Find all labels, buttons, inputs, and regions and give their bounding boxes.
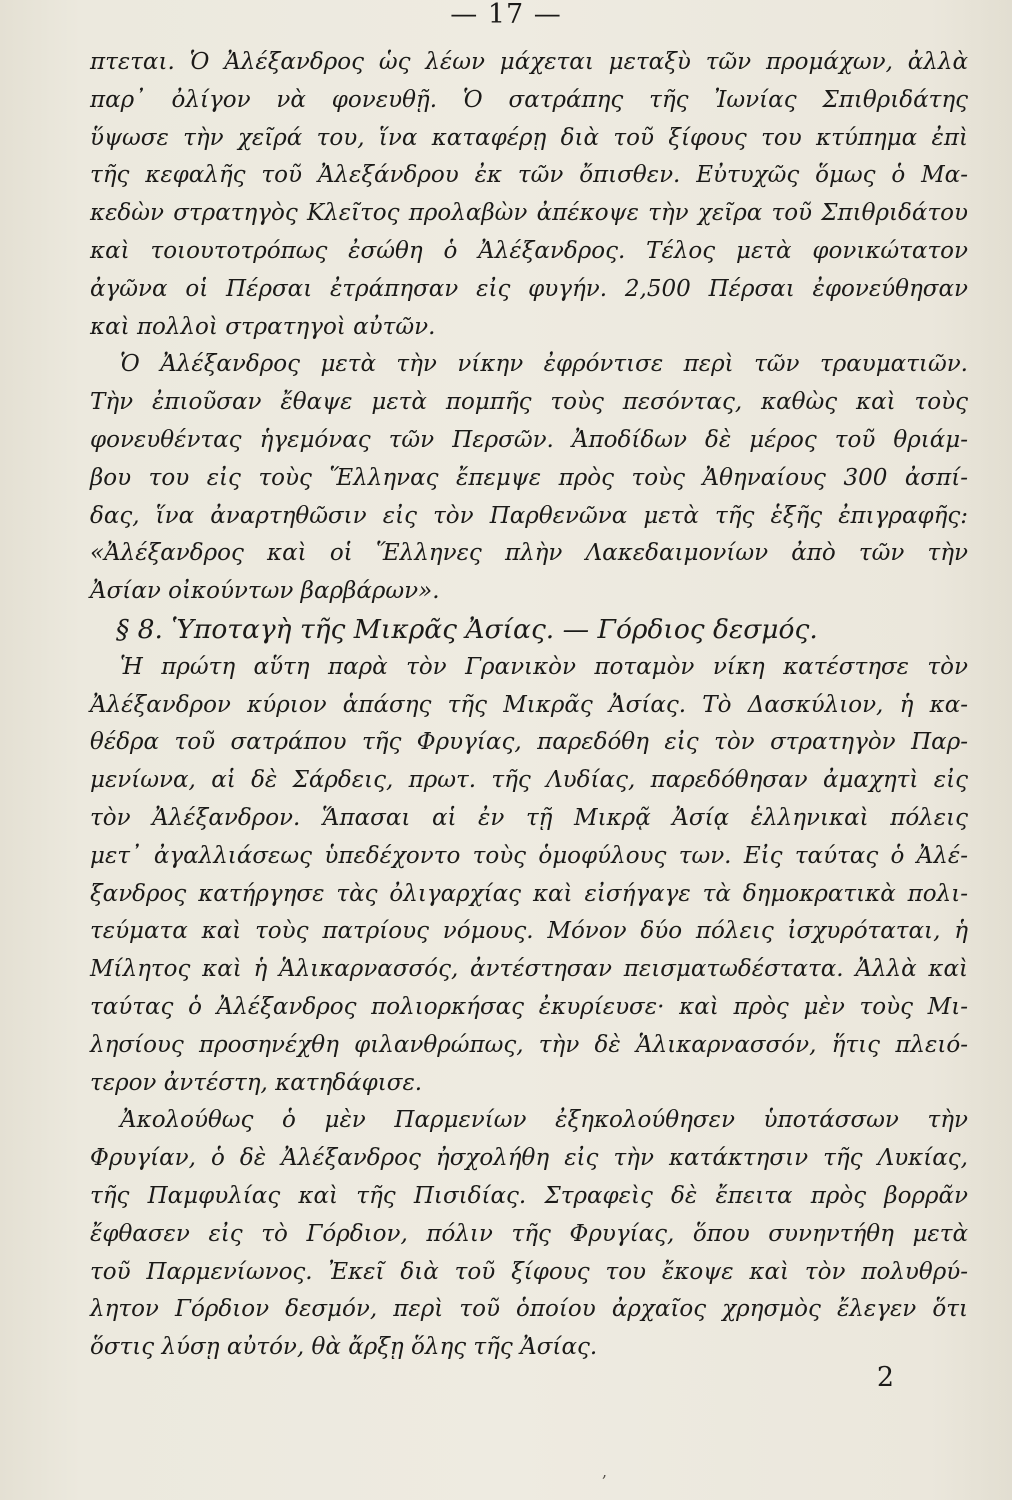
text-line: «Ἀλέξανδρος καὶ οἱ Ἕλληνες πλὴν Λακεδαιμονίων ἀπὸ τῶν τὴν: [90, 540, 968, 567]
body-text: [90, 44, 968, 1367]
text-line: ξανδρος κατήργησε τὰς ὀλιγαρχίας καὶ εἰσήγαγε τὰ δημοκρατικὰ πολι-: [90, 880, 968, 907]
text-line: ἀγῶνα οἱ Πέρσαι ἐτράπησαν εἰς φυγήν. 2,500 Πέρσαι ἐφονεύθησαν: [90, 275, 968, 302]
text-line: Ἀσίαν οἰκούντων βαρβάρων».: [90, 578, 440, 605]
text-line: Ὁ Ἀλέξανδρος μετὰ τὴν νίκην ἐφρόντισε περὶ τῶν τραυματιῶν.: [120, 351, 968, 378]
page-header-number: — 17 —: [450, 0, 562, 30]
text-line: φονευθέντας ἡγεμόνας τῶν Περσῶν. Ἀποδίδων δὲ μέρος τοῦ θριάμ-: [90, 426, 968, 453]
text-line: τεύματα καὶ τοὺς πατρίους νόμους. Μόνον δύο πόλεις ἰσχυρόταται, ἡ: [90, 918, 968, 945]
text-line: λητον Γόρδιον δεσμόν, περὶ τοῦ ὁποίου ἀρχαῖος χρησμὸς ἔλεγεν ὅτι: [90, 1296, 968, 1323]
text-line: Ἀλέξανδρον κύριον ἁπάσης τῆς Μικρᾶς Ἀσίας. Τὸ Δασκύλιον, ἡ κα-: [90, 691, 968, 718]
text-line: τερον ἀντέστη, κατηδάφισε.: [90, 1069, 423, 1096]
text-line: τῆς κεφαλῆς τοῦ Ἀλεξάνδρου ἐκ τῶν ὄπισθεν. Εὐτυχῶς ὅμως ὁ Μα-: [90, 162, 968, 189]
text-line: μενίωνα, αἱ δὲ Σάρδεις, πρωτ. τῆς Λυδίας, παρεδόθησαν ἀμαχητὶ εἰς: [90, 767, 968, 794]
text-line: καὶ πολλοὶ στρατηγοὶ αὐτῶν.: [90, 313, 436, 340]
text-line: ταύτας ὁ Ἀλέξανδρος πολιορκήσας ἐκυρίευσε· καὶ πρὸς μὲν τοὺς Μι-: [90, 993, 968, 1020]
text-line: Ἀκολούθως ὁ μὲν Παρμενίων ἐξηκολούθησεν ὑποτάσσων τὴν: [120, 1107, 968, 1134]
text-line: τὸν Ἀλέξανδρον. Ἅπασαι αἱ ἐν τῇ Μικρᾷ Ἀσίᾳ ἑλληνικαὶ πόλεις: [90, 804, 968, 831]
text-line: λησίους προσηνέχθη φιλανθρώπως, τὴν δὲ Ἁλικαρνασσόν, ἥτις πλειό-: [90, 1031, 968, 1058]
text-line: τοῦ Παρμενίωνος. Ἐκεῖ διὰ τοῦ ξίφους του ἔκοψε καὶ τὸν πολυθρύ-: [90, 1258, 968, 1285]
text-line: κεδὼν στρατηγὸς Κλεῖτος προλαβὼν ἀπέκοψε τὴν χεῖρα τοῦ Σπιθριδάτου: [90, 200, 968, 227]
text-line: πτεται. Ὁ Ἀλέξανδρος ὡς λέων μάχεται μεταξὺ τῶν προμάχων, ἀλλὰ: [90, 49, 968, 75]
text-line: δας, ἵνα ἀναρτηθῶσιν εἰς τὸν Παρθενῶνα μετὰ τῆς ἑξῆς ἐπιγραφῆς:: [90, 502, 968, 529]
text-line: Ἡ πρώτη αὕτη παρὰ τὸν Γρανικὸν ποταμὸν νίκη κατέστησε τὸν: [120, 653, 968, 680]
text-line: ὅστις λύσῃ αὐτόν, θὰ ἄρξῃ ὅλης τῆς Ἀσίας.: [90, 1334, 598, 1361]
signature-mark: 2: [876, 1362, 894, 1393]
text-line: μετ᾽ ἀγαλλιάσεως ὑπεδέχοντο τοὺς ὁμοφύλους των. Εἰς ταύτας ὁ Ἀλέ-: [90, 842, 968, 869]
text-line: Τὴν ἐπιοῦσαν ἔθαψε μετὰ πομπῆς τοὺς πεσόντας, καθὼς καὶ τοὺς: [90, 389, 968, 416]
text-line: βου του εἰς τοὺς Ἕλληνας ἔπεμψε πρὸς τοὺς Ἀθηναίους 300 ἀσπί-: [90, 464, 968, 491]
stray-mark: ,: [602, 1462, 608, 1481]
section-heading: § 8. Ὑποταγὴ τῆς Μικρᾶς Ἀσίας. — Γόρδιος δεσμός.: [116, 613, 818, 645]
text-line: ὕψωσε τὴν χεῖρά του, ἵνα καταφέρῃ διὰ τοῦ ξίφους του κτύπημα ἐπὶ: [90, 124, 968, 151]
text-line: τῆς Παμφυλίας καὶ τῆς Πισιδίας. Στραφεὶς δὲ ἔπειτα πρὸς βορρᾶν: [90, 1182, 968, 1209]
text-line: θέδρα τοῦ σατράπου τῆς Φρυγίας, παρεδόθη εἰς τὸν στρατηγὸν Παρ-: [90, 729, 968, 756]
text-line: Μίλητος καὶ ἡ Ἁλικαρνασσός, ἀντέστησαν πεισματωδέστατα. Ἀλλὰ καὶ: [90, 956, 968, 983]
text-line: καὶ τοιουτοτρόπως ἐσώθη ὁ Ἀλέξανδρος. Τέλος μετὰ φονικώτατον: [90, 237, 968, 264]
text-line: παρ᾽ ὀλίγον νὰ φονευθῇ. Ὁ σατράπης τῆς Ἰωνίας Σπιθριδάτης: [90, 86, 968, 113]
text-line: ἔφθασεν εἰς τὸ Γόρδιον, πόλιν τῆς Φρυγίας, ὅπου συνηντήθη μετὰ: [90, 1220, 968, 1247]
text-line: Φρυγίαν, ὁ δὲ Ἀλέξανδρος ἠσχολήθη εἰς τὴν κατάκτησιν τῆς Λυκίας,: [90, 1145, 968, 1172]
